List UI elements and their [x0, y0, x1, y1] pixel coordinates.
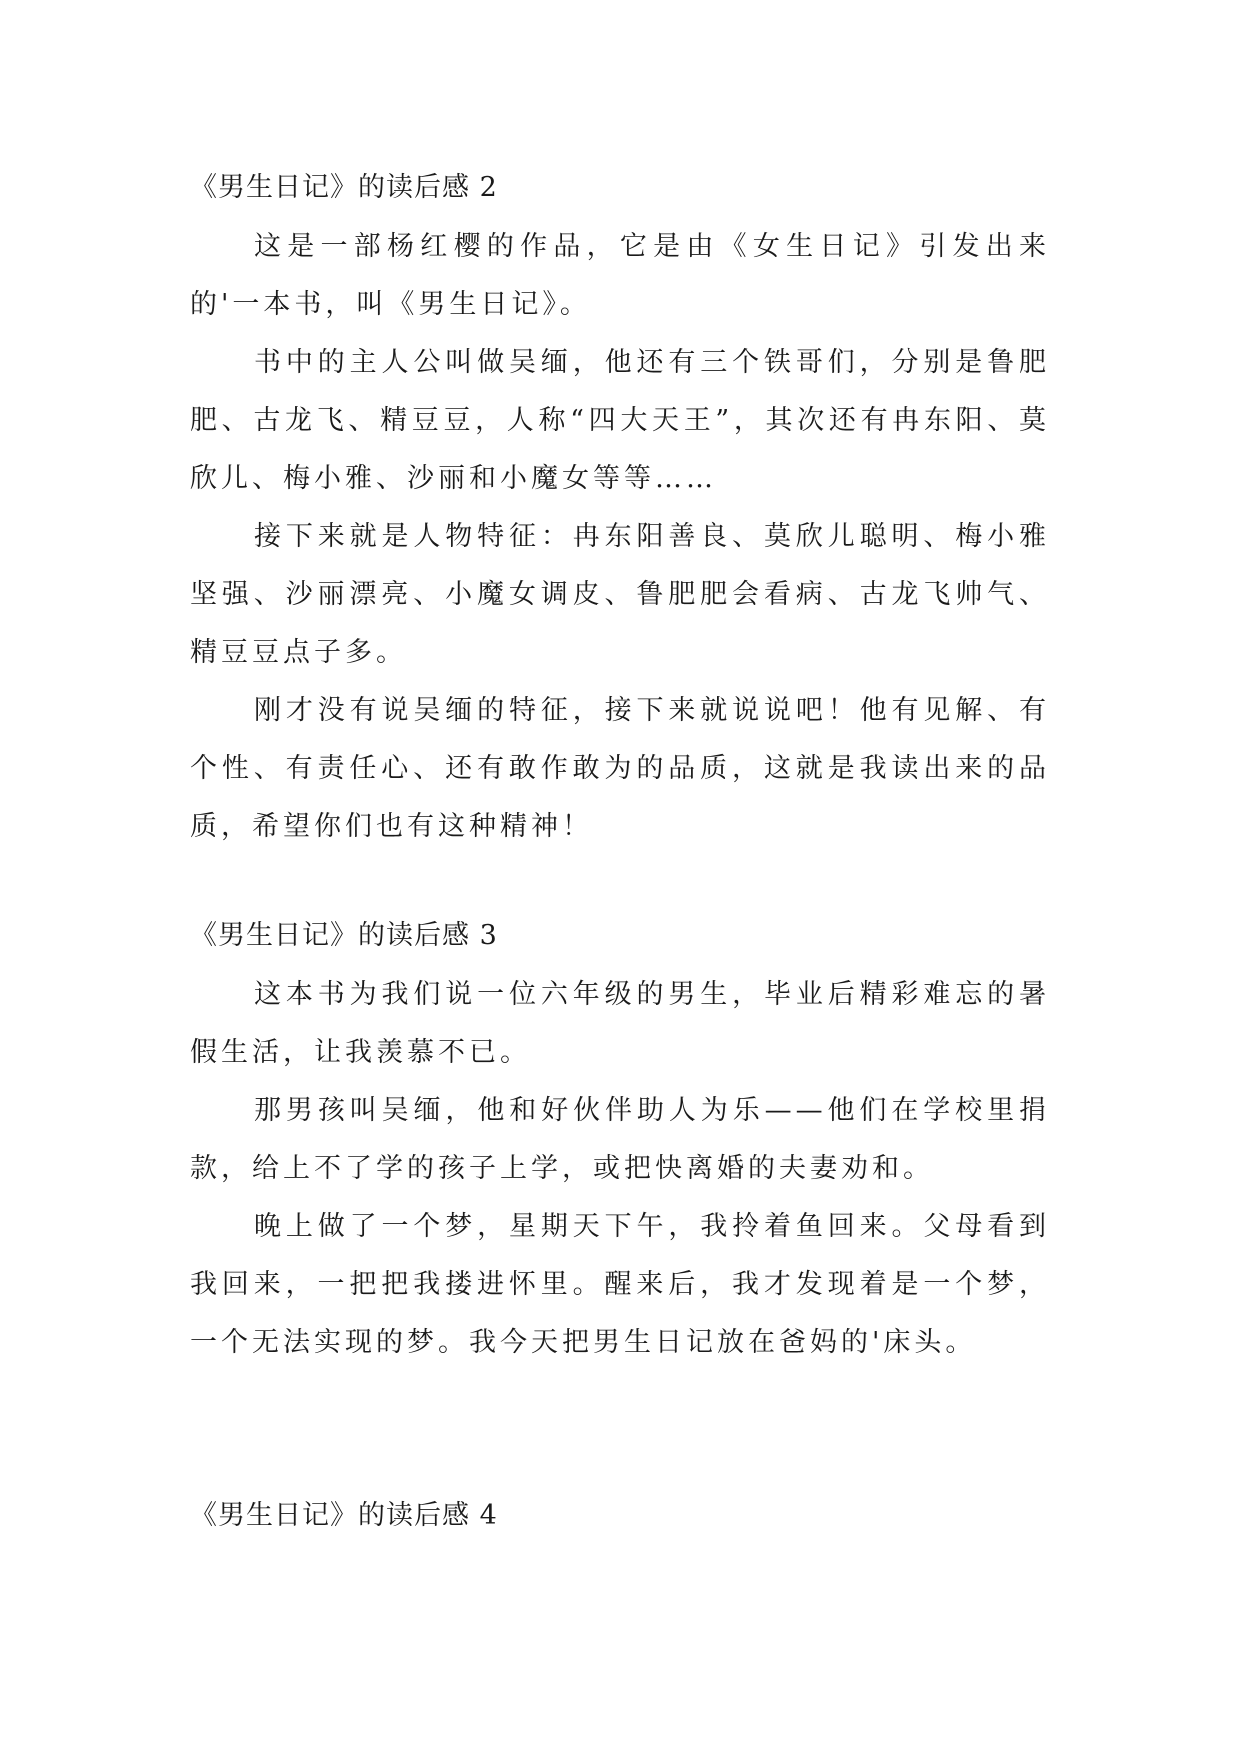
- essay-section-2: [190, 158, 1050, 856]
- paragraph: 刚才没有说吴缅的特征，接下来就说说吧！他有见解、有个性、有责任心、还有敢作敢为的品质，这就是我读出来的品质，希望你们也有这种精神！: [190, 695, 1050, 842]
- essay-section-3: [190, 906, 1050, 1372]
- essay-section-4: [190, 1486, 1050, 1546]
- paragraph: 接下来就是人物特征：冉东阳善良、莫欣儿聪明、梅小雅坚强、沙丽漂亮、小魔女调皮、鲁肥肥会看病、古龙飞帅气、精豆豆点子多。: [190, 521, 1050, 668]
- section-heading: 《男生日记》的读后感 2: [190, 172, 498, 203]
- section-heading: 《男生日记》的读后感 4: [190, 1500, 498, 1531]
- paragraph: 那男孩叫吴缅，他和好伙伴助人为乐——他们在学校里捐款，给上不了学的孩子上学，或把快离婚的夫妻劝和。: [190, 1095, 1050, 1184]
- section-heading: 《男生日记》的读后感 3: [190, 920, 498, 951]
- paragraph: 这本书为我们说一位六年级的男生，毕业后精彩难忘的暑假生活，让我羡慕不已。: [190, 979, 1050, 1068]
- paragraph: 这是一部杨红樱的作品，它是由《女生日记》引发出来的'一本书，叫《男生日记》。: [190, 231, 1050, 320]
- paragraph: 书中的主人公叫做吴缅，他还有三个铁哥们，分别是鲁肥肥、古龙飞、精豆豆，人称“四大天王”，其次还有冉东阳、莫欣儿、梅小雅、沙丽和小魔女等等……: [190, 347, 1050, 494]
- paragraph: 晚上做了一个梦，星期天下午，我拎着鱼回来。父母看到我回来，一把把我搂进怀里。醒来后，我才发现着是一个梦，一个无法实现的梦。我今天把男生日记放在爸妈的'床头。: [190, 1211, 1050, 1358]
